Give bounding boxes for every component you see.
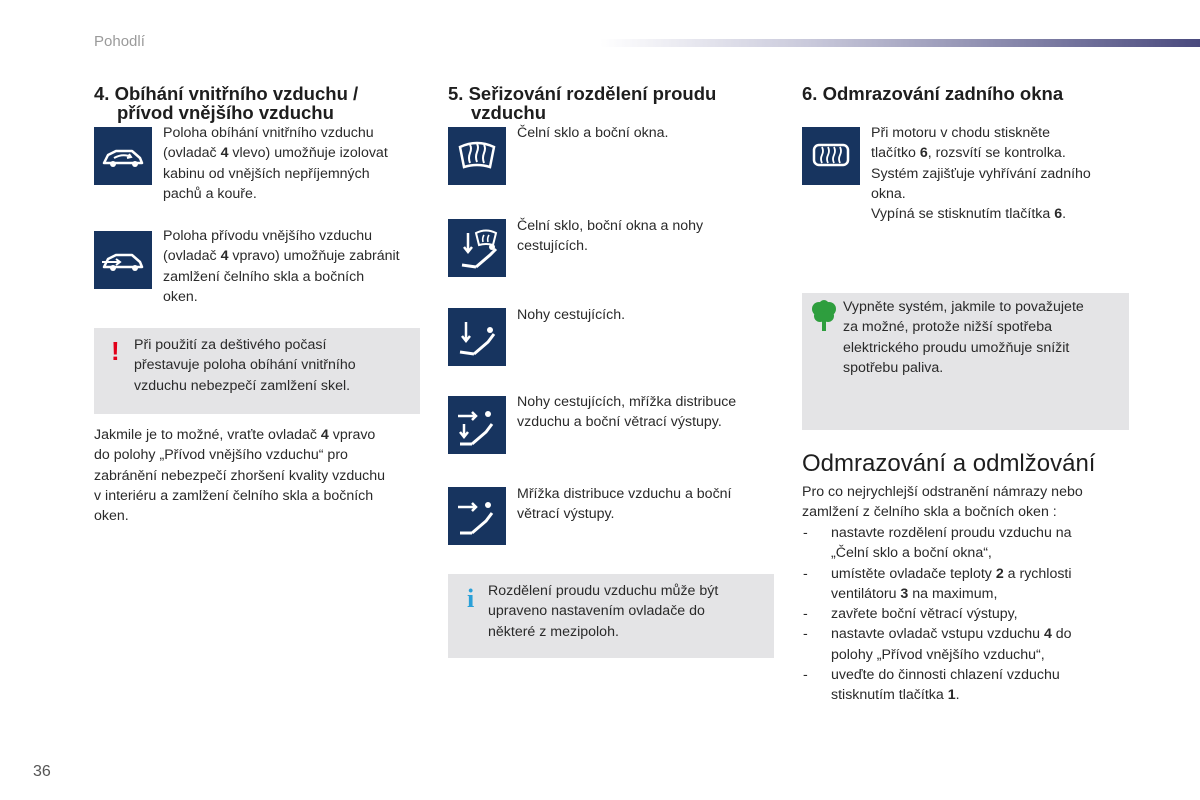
defrost-intro: Pro co nejrychlejší odstranění námrazy nebo zamlžení z čelního skla a bočních oken : (802, 484, 1083, 521)
windscreen-demist-icon (448, 127, 506, 185)
rear-defrost-text: Při motoru v chodu stiskněte tlačítko 6, rozsvítí se kontrolka. Systém zajišťuje vyhřívání zadního okna. Vypíná se stisknutím tlačítka 6. (871, 125, 1091, 223)
section-4-heading: 4. Obíhání vnitřního vzduchu / přívod vnějšího vzduchu (94, 83, 359, 123)
airflow-option-4-text: Nohy cestujících, mřížka distribuce vzduchu a boční větrací výstupy. (517, 394, 737, 431)
list-item: - nastavte ovladač vstupu vzduchu 4 do polohy „Přívod vnějšího vzduchu“, (802, 624, 1142, 665)
recirculation-text: Poloha obíhání vnitřního vzduchu (ovladač 4 vlevo) umožňuje izolovat kabinu od vnějších nepříjemných pachů a kouře. (163, 125, 388, 202)
fresh-air-text: Poloha přívodu vnějšího vzduchu (ovladač 4 vpravo) umožňuje zabránit zamlžení čelního skla a bočních oken. (163, 228, 400, 305)
feet-icon (448, 308, 506, 366)
windscreen-feet-icon (448, 219, 506, 277)
list-item: - umístěte ovladače teploty 2 a rychlosti ventilátoru 3 na maximum, (802, 564, 1142, 605)
list-item: - nastavte rozdělení proudu vzduchu na „Čelní sklo a boční okna“, (802, 523, 1142, 564)
vents-icon (448, 487, 506, 545)
header-gradient-bar (600, 39, 1200, 47)
car-recirculation-icon (94, 127, 152, 185)
list-item: - zavřete boční větrací výstupy, (802, 604, 1142, 624)
airflow-option-1-text: Čelní sklo a boční okna. (517, 125, 669, 141)
section-6-heading: 6. Odmrazování zadního okna (802, 83, 1064, 104)
warning-text: Při použití za deštivého počasí přestavuje poloha obíhání vnitřního vzduchu nebezpečí zamlžení skel. (134, 337, 356, 394)
feet-vents-icon (448, 396, 506, 454)
section-5-heading: 5. Seřizování rozdělení proudu vzduchu (448, 83, 717, 123)
defrost-steps (802, 523, 1142, 706)
eco-note (802, 293, 1129, 430)
info-icon: i (467, 584, 475, 613)
info-note (448, 574, 774, 658)
car-fresh-air-icon (94, 231, 152, 289)
list-item: - uveďte do činnosti chlazení vzduchu stisknutím tlačítka 1. (802, 665, 1142, 706)
exclamation-icon: ! (111, 336, 120, 366)
airflow-option-2-text: Čelní sklo, boční okna a nohy cestujících. (517, 218, 704, 255)
warning-note (94, 328, 420, 414)
eco-text: Vypněte systém, jakmile to považujete za možné, protože nižší spotřeba elektrického proudu umožňuje snížit spotřebu paliva. (843, 299, 1084, 376)
page-number: 36 (33, 763, 51, 780)
airflow-option-3-text: Nohy cestujících. (517, 307, 626, 323)
outside-air-paragraph: Jakmile je to možné, vraťte ovladač 4 vpravo do polohy „Přívod vnějšího vzduchu“ pro zabránění nebezpečí zhoršení kvality vzduchu v interiéru a zamlžení čelního skla a bočních oken. (94, 427, 386, 525)
info-text: Rozdělení proudu vzduchu může být upraveno nastavením ovladače do některé z mezipoloh. (488, 583, 719, 640)
rear-window-defrost-icon (802, 127, 860, 185)
tree-icon (811, 300, 837, 337)
defrost-section-title: Odmrazování a odmlžování (802, 450, 1096, 477)
airflow-option-5-text: Mřížka distribuce vzduchu a boční větrací výstupy. (517, 486, 732, 523)
section-title: Pohodlí (94, 33, 145, 50)
